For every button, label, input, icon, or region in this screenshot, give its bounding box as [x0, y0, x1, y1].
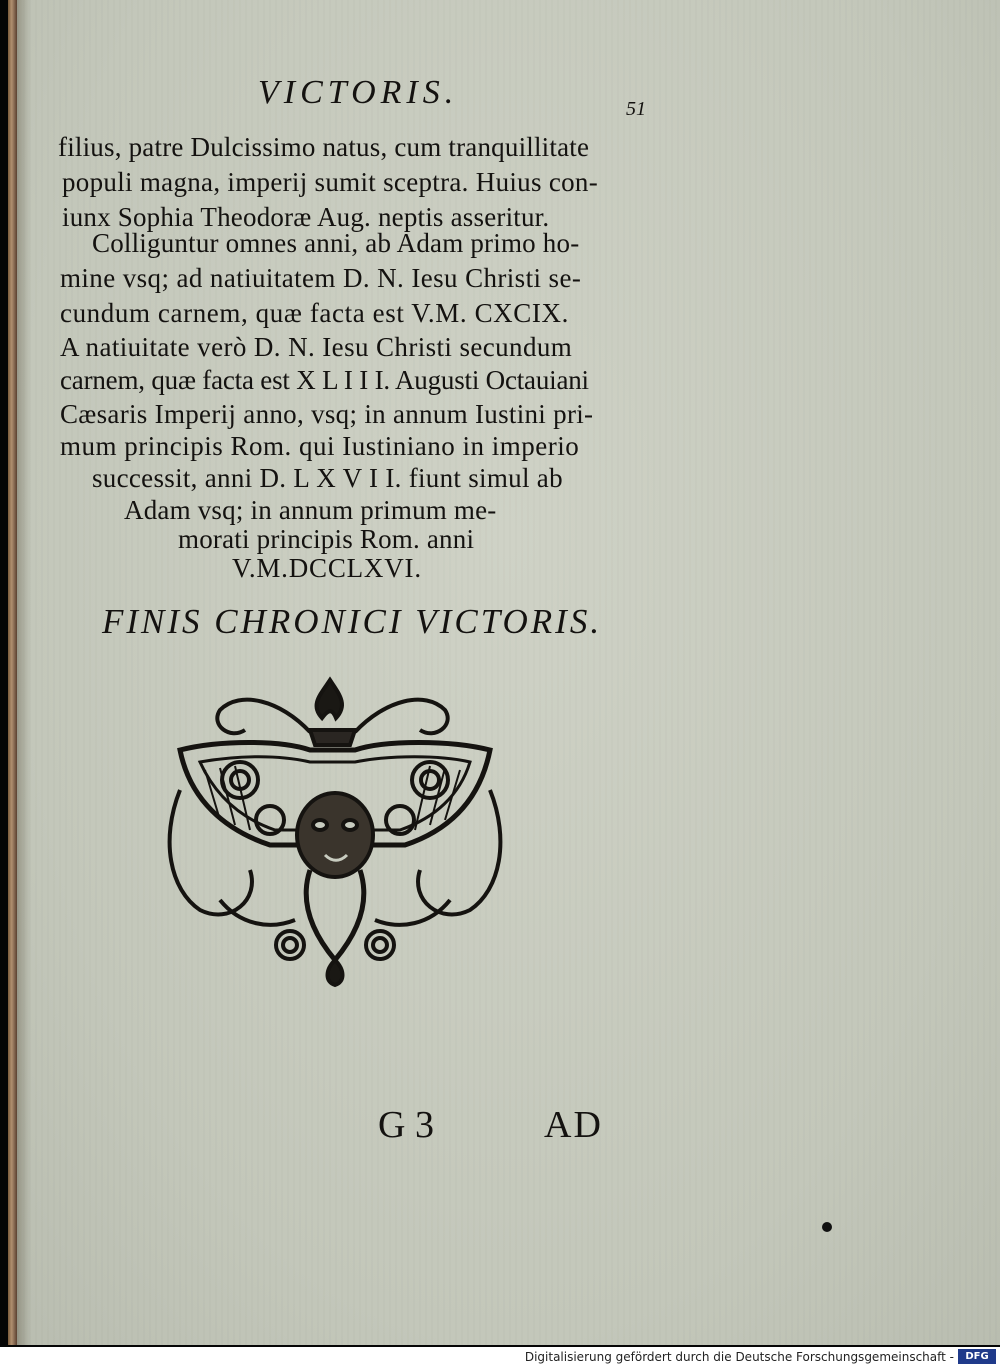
- catchword: AD: [544, 1104, 603, 1146]
- body-line: filius, patre Dulcissimo natus, cum tranquillitate: [58, 132, 590, 162]
- body-line: A natiuitate verò D. N. Iesu Christi secundum: [60, 332, 573, 362]
- body-line: Adam vsq; in annum primum me-: [124, 495, 497, 525]
- body-line: Cæsaris Imperij anno, vsq; in annum Iustini pri-: [60, 399, 594, 429]
- body-line: populi magna, imperij sumit sceptra. Huius con-: [62, 167, 598, 197]
- finis-heading: FINIS CHRONICI VICTORIS.: [102, 602, 603, 641]
- body-line: iunx Sophia Theodoræ Aug. neptis asseritur.: [62, 202, 550, 232]
- footer-bar: [0, 1347, 1000, 1367]
- signature-mark: G 3: [378, 1104, 434, 1146]
- page-gutter-shadow: [17, 0, 31, 1345]
- body-line: carnem, quæ facta est X L I I I. Augusti Octauiani: [60, 365, 589, 395]
- woodcut-ornament-image: [160, 670, 520, 990]
- body-line: mine vsq; ad natiuitatem D. N. Iesu Christi se-: [60, 263, 582, 293]
- dfg-logo-icon: DFG: [958, 1349, 996, 1364]
- footer-credit: Digitalisierung gefördert durch die Deutsche Forschungsgemeinschaft -: [524, 1350, 954, 1364]
- body-line: V.M.DCCLXVI.: [232, 553, 422, 583]
- page-number: 51: [626, 98, 646, 120]
- body-line: successit, anni D. L X V I I. fiunt simul ab: [92, 463, 563, 493]
- book-spine: [8, 0, 17, 1345]
- body-line: morati principis Rom. anni: [178, 524, 475, 554]
- body-line: mum principis Rom. qui Iustiniano in imperio: [60, 431, 580, 461]
- ink-spot: [822, 1222, 832, 1232]
- body-line: cundum carnem, quæ facta est V.M. CXCIX.: [60, 298, 569, 328]
- running-head: VICTORIS.: [258, 74, 459, 111]
- body-line: Colliguntur omnes anni, ab Adam primo ho-: [92, 228, 580, 258]
